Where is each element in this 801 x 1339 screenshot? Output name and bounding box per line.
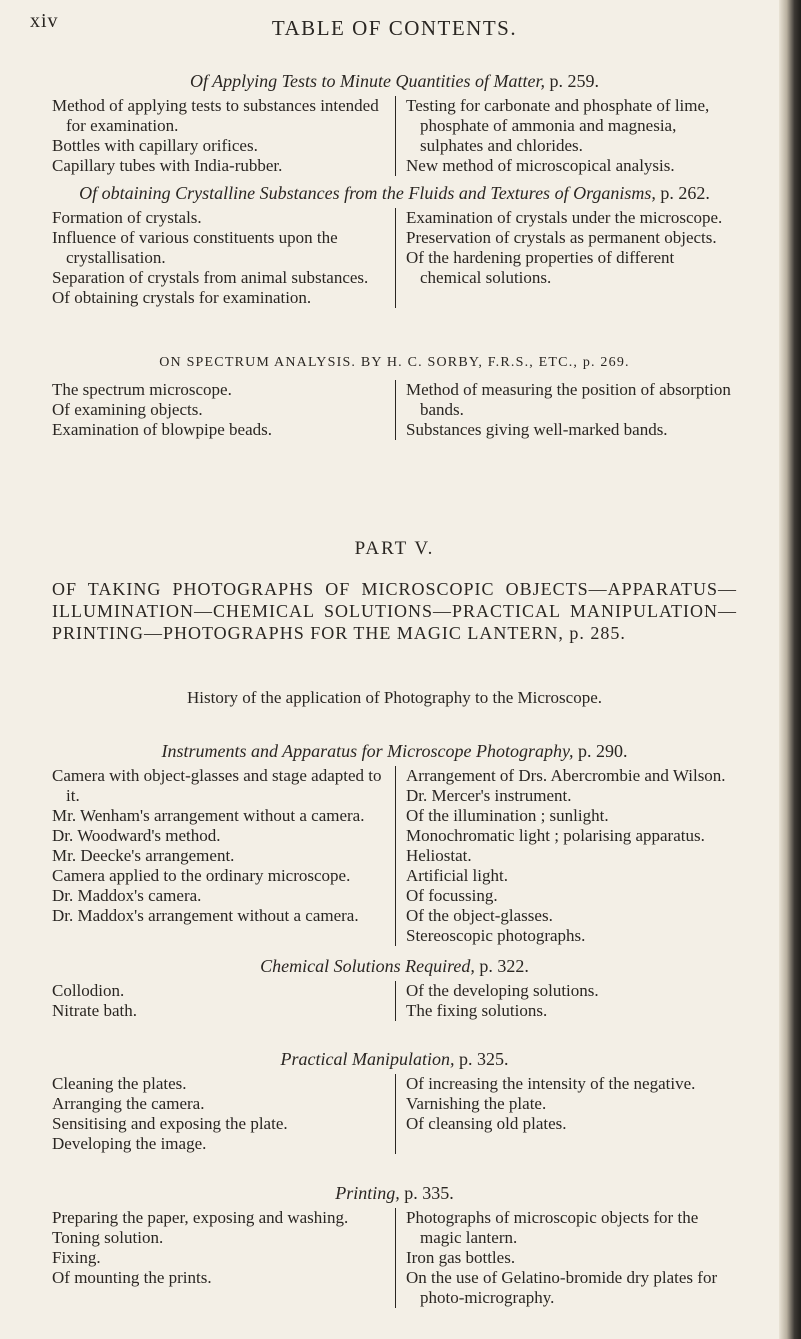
toc-section-crystalline-substances [52,182,737,308]
toc-entry: Varnishing the plate. [406,1094,547,1113]
toc-entry: Of mounting the prints. [52,1268,212,1287]
toc-entry: Bottles with capillary orifices. [52,136,258,155]
section-title [52,70,737,92]
toc-entry: Artificial light. [406,866,508,885]
toc-entry: Testing for carbonate and phosphate of lime, phosphate of ammonia and magnesia, sulphates and chlorides. [406,96,710,155]
toc-entry: Camera applied to the ordinary microscope. [52,866,351,885]
toc-entry: Stereoscopic photographs. [406,926,586,945]
toc-section-applying-tests [52,70,737,176]
toc-entry: Of cleansing old plates. [406,1114,567,1133]
toc-entry: Toning solution. [52,1228,164,1247]
left-column [52,1074,395,1154]
book-page [30,0,737,1307]
section-columns [52,208,737,308]
section-columns [52,380,737,440]
toc-entry: Camera with object-glasses and stage adapted to it. [52,766,382,805]
left-column [52,766,395,946]
right-column [395,766,737,946]
section-title-text: Practical Manipulation, [280,1049,455,1069]
section-title-text: Chemical Solutions Required, [260,956,475,976]
right-column [395,1074,737,1154]
toc-entry: Nitrate bath. [52,1001,137,1020]
section-title [52,182,737,204]
toc-section-practical-manipulation [52,1048,737,1154]
toc-entry: Formation of crystals. [52,208,202,227]
toc-entry: Of focussing. [406,886,498,905]
toc-entry: Examination of blowpipe beads. [52,420,273,439]
folio: xiv [30,10,59,32]
toc-entry: Method of applying tests to substances intended for examination. [52,96,379,135]
left-column [52,208,395,308]
section-title-text: Printing, [335,1183,400,1203]
toc-entry: Of the hardening properties of different chemical solutions. [406,248,675,287]
toc-entry: Method of measuring the position of absorption bands. [406,380,731,419]
section-title: ON SPECTRUM ANALYSIS. BY H. C. SORBY, F.R.S., ETC., p. 269. [159,355,630,370]
section-title [52,1048,737,1070]
toc-entry: Separation of crystals from animal substances. [52,268,369,287]
section-title [52,1182,737,1204]
toc-entry: Dr. Mercer's instrument. [406,786,572,805]
toc-section-spectrum-analysis [52,352,737,440]
toc-section-instruments [52,740,737,946]
toc-entry: Preservation of crystals as permanent objects. [406,228,717,247]
toc-entry: Of the object-glasses. [406,906,553,925]
part-heading: PART V. [354,538,435,559]
toc-entry: On the use of Gelatino-bromide dry plates for photo-micrography. [406,1268,718,1307]
toc-entry: Dr. Woodward's method. [52,826,221,845]
section-page: p. 325. [458,1049,509,1069]
running-head: TABLE OF CONTENTS. [271,16,518,40]
toc-section-chemical-solutions [52,955,737,1021]
section-columns [52,766,737,946]
toc-entry: Capillary tubes with India-rubber. [52,156,283,175]
toc-entry: Sensitising and exposing the plate. [52,1114,288,1133]
page-header [30,0,737,60]
section-title-text: Of obtaining Crystalline Substances from the Fluids and Textures of Organisms, [79,183,656,203]
right-column [395,981,737,1021]
section-page: p. 262. [660,183,710,203]
part-description: OF TAKING PHOTOGRAPHS OF MICROSCOPIC OBJECTS—APPARATUS—ILLUMINATION—CHEMICAL SOLUTIONS—PRACTICAL MANIPULATION—PRINTING—PHOTOGRAPHS FOR THE MAGIC LANTERN, p. 285. [52,579,737,643]
part-history-line: History of the application of Photography to the Microscope. [187,688,602,707]
toc-entry: Of increasing the intensity of the negative. [406,1074,696,1093]
toc-entry: The spectrum microscope. [52,380,232,399]
left-column [52,96,395,176]
toc-section-printing [52,1182,737,1308]
toc-entry: The fixing solutions. [406,1001,548,1020]
toc-entry: Influence of various constituents upon the crystallisation. [52,228,338,267]
right-column [395,208,737,308]
toc-entry: Of obtaining crystals for examination. [52,288,312,307]
toc-entry: Fixing. [52,1248,101,1267]
section-title-text: Of Applying Tests to Minute Quantities of Matter, [190,71,545,91]
toc-entry: Collodion. [52,981,125,1000]
toc-entry: Dr. Maddox's camera. [52,886,202,905]
toc-entry: Heliostat. [406,846,472,865]
section-page: p. 322. [479,956,529,976]
section-page: p. 335. [404,1183,454,1203]
section-title [52,955,737,977]
toc-entry: Preparing the paper, exposing and washing. [52,1208,349,1227]
section-columns [52,96,737,176]
section-columns [52,1074,737,1154]
left-column [52,981,395,1021]
toc-entry: Of examining objects. [52,400,203,419]
right-column [395,96,737,176]
toc-entry: Monochromatic light ; polarising apparatus. [406,826,705,845]
toc-entry: Mr. Deecke's arrangement. [52,846,235,865]
toc-entry: Developing the image. [52,1134,207,1153]
toc-entry: Arranging the camera. [52,1094,205,1113]
book-binding-edge [779,0,801,1339]
left-column [52,380,395,440]
toc-entry: Examination of crystals under the microscope. [406,208,723,227]
left-column [52,1208,395,1308]
toc-entry: New method of microscopical analysis. [406,156,675,175]
toc-entry: Of the illumination ; sunlight. [406,806,609,825]
section-columns [52,981,737,1021]
section-page: p. 259. [549,71,599,91]
section-columns [52,1208,737,1308]
toc-entry: Substances giving well-marked bands. [406,420,668,439]
toc-entry: Arrangement of Drs. Abercrombie and Wilson. [406,766,726,785]
section-page: p. 290. [578,741,628,761]
right-column [395,1208,737,1308]
toc-entry: Cleaning the plates. [52,1074,187,1093]
section-title [52,740,737,762]
toc-entry: Photographs of microscopic objects for the magic lantern. [406,1208,699,1247]
toc-entry: Mr. Wenham's arrangement without a camera. [52,806,365,825]
toc-entry: Dr. Maddox's arrangement without a camera. [52,906,359,925]
section-title-text: Instruments and Apparatus for Microscope Photography, [161,741,574,761]
toc-entry: Iron gas bottles. [406,1248,516,1267]
toc-entry: Of the developing solutions. [406,981,599,1000]
right-column [395,380,737,440]
